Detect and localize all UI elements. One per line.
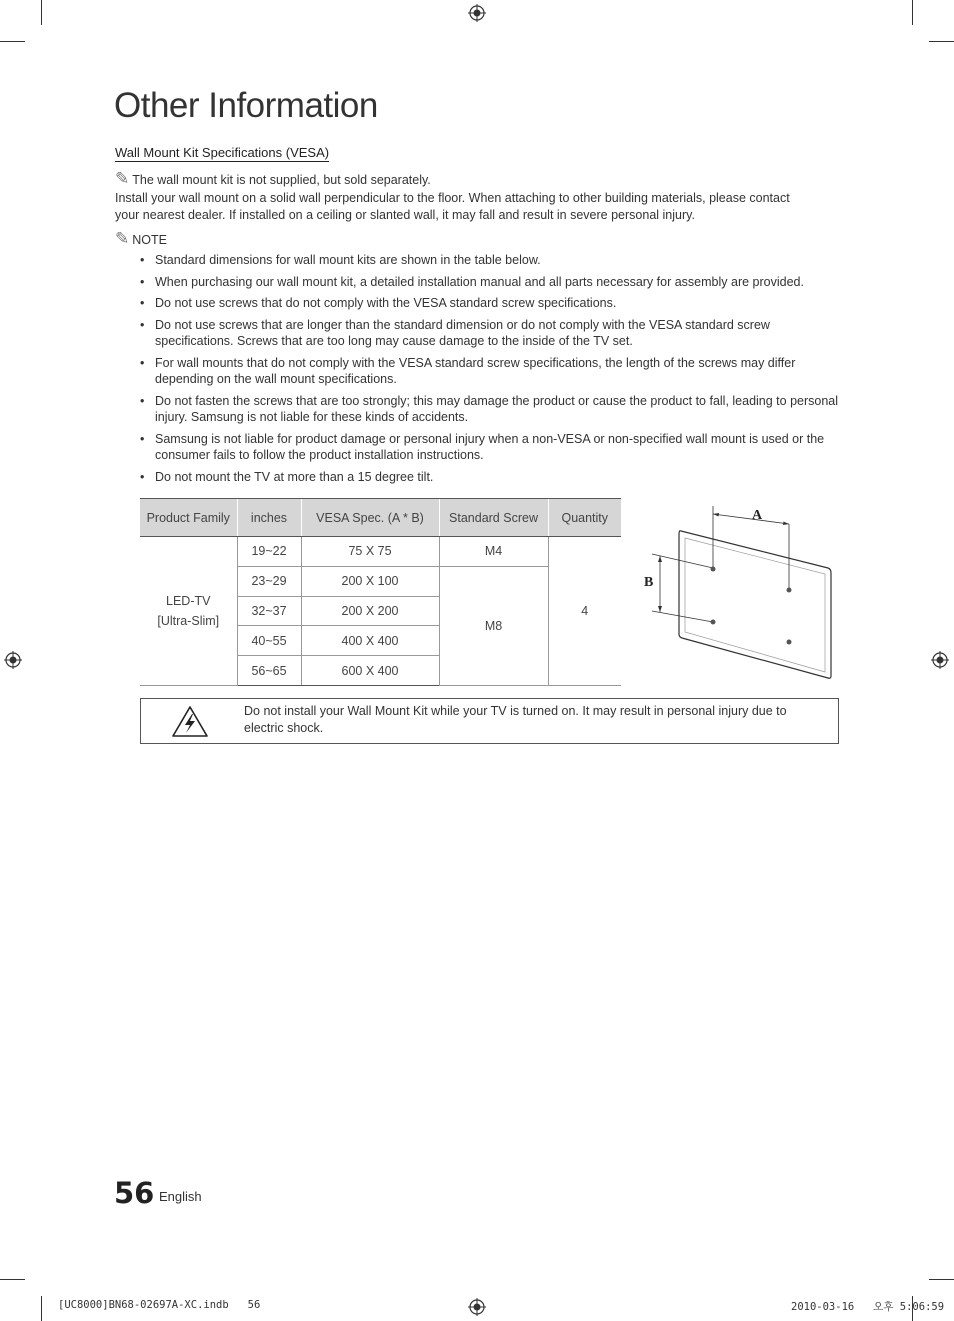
column-header: VESA Spec. (A * B)	[301, 499, 439, 537]
mount-hole	[711, 567, 716, 572]
crop-mark	[0, 41, 25, 42]
note-label: NOTE	[132, 233, 167, 247]
pencil-note-icon: ✎	[115, 229, 130, 248]
column-header: Quantity	[548, 499, 621, 537]
vesa-cell: 200 X 100	[301, 566, 439, 596]
vesa-cell: 400 X 400	[301, 626, 439, 656]
registration-mark-icon	[468, 1298, 486, 1316]
column-header: Product Family	[140, 499, 237, 537]
inches-cell: 40~55	[237, 626, 301, 656]
intro-note	[115, 170, 431, 189]
page-language: English	[159, 1189, 202, 1204]
product-family-cell	[140, 537, 237, 686]
note-list	[140, 252, 840, 490]
section-title: Wall Mount Kit Specifications (VESA)	[115, 145, 330, 160]
print-timestamp: 2010-03-16 오후 5:06:59	[791, 1301, 945, 1313]
note-heading	[115, 230, 167, 249]
page-number: 56	[114, 1176, 155, 1210]
list-item: • Do not use screws that are longer than the standard dimension or do not comply with the VESA standard screw specifications. Screws that are too long may cause damage to the inside of the TV set.	[140, 317, 840, 350]
crop-mark	[0, 1279, 25, 1280]
vesa-cell: 75 X 75	[301, 537, 439, 567]
install-line: your nearest dealer. If installed on a ceiling or slanted wall, it may fall and result in severe personal injury.	[115, 208, 695, 222]
inches-cell: 19~22	[237, 537, 301, 567]
inches-cell: 56~65	[237, 656, 301, 686]
dimension-a-label: A	[752, 508, 763, 523]
table-row	[140, 537, 621, 567]
inches-cell: 32~37	[237, 596, 301, 626]
warning-box	[140, 698, 839, 744]
file-info: [UC8000]BN68-02697A-XC.indb 56	[58, 1299, 261, 1311]
product-family-line: [Ultra-Slim]	[157, 613, 220, 628]
quantity-cell: 4	[548, 537, 621, 686]
vesa-cell: 200 X 200	[301, 596, 439, 626]
crop-mark	[912, 0, 913, 25]
install-instructions	[115, 190, 835, 224]
screw-cell: M4	[439, 537, 548, 567]
electric-shock-warning-icon	[171, 705, 209, 738]
crop-mark	[929, 1279, 954, 1280]
page-title: Other Information	[114, 86, 378, 125]
vesa-spec-table	[140, 498, 621, 686]
mount-hole	[711, 620, 716, 625]
product-family-line: LED-TV	[166, 593, 211, 608]
crop-mark	[41, 1296, 42, 1321]
list-item: • Do not mount the TV at more than a 15 degree tilt.	[140, 469, 840, 486]
crop-mark	[929, 41, 954, 42]
list-item: • Standard dimensions for wall mount kits are shown in the table below.	[140, 252, 840, 269]
registration-mark-icon	[4, 651, 22, 669]
tv-back-mount-diagram	[640, 498, 840, 683]
inches-cell: 23~29	[237, 566, 301, 596]
pencil-note-icon: ✎	[115, 169, 130, 188]
install-line: Install your wall mount on a solid wall perpendicular to the floor. When attaching to other building materials, please contact	[115, 191, 790, 205]
list-item: • Do not fasten the screws that are too strongly; this may damage the product or cause the product to fall, leading to personal injury. Samsung is not liable for these kinds of accidents.	[140, 393, 840, 426]
screw-cell: M8	[439, 566, 548, 685]
column-header: inches	[237, 499, 301, 537]
list-item: • For wall mounts that do not comply with the VESA standard screw specifications, the length of the screws may differ depending on the wall mount specifications.	[140, 355, 840, 388]
column-header: Standard Screw	[439, 499, 548, 537]
list-item: • When purchasing our wall mount kit, a detailed installation manual and all parts necessary for assembly are provided.	[140, 274, 840, 291]
registration-mark-icon	[468, 4, 486, 22]
list-item: • Do not use screws that do not comply with the VESA standard screw specifications.	[140, 295, 840, 312]
mount-hole	[787, 640, 792, 645]
crop-mark	[41, 0, 42, 25]
warning-text: Do not install your Wall Mount Kit while your TV is turned on. It may result in personal injury due to electric shock.	[244, 704, 787, 735]
table-header-row	[140, 499, 621, 537]
dimension-b-label: B	[644, 575, 654, 590]
list-item: • Samsung is not liable for product damage or personal injury when a non-VESA or non-specified wall mount is used or the consumer fails to follow the product installation instructions.	[140, 431, 840, 464]
mount-hole	[787, 588, 792, 593]
intro-note-text: The wall mount kit is not supplied, but sold separately.	[132, 173, 431, 187]
vesa-cell: 600 X 400	[301, 656, 439, 686]
tv-back-panel	[679, 531, 831, 678]
registration-mark-icon	[931, 651, 949, 669]
